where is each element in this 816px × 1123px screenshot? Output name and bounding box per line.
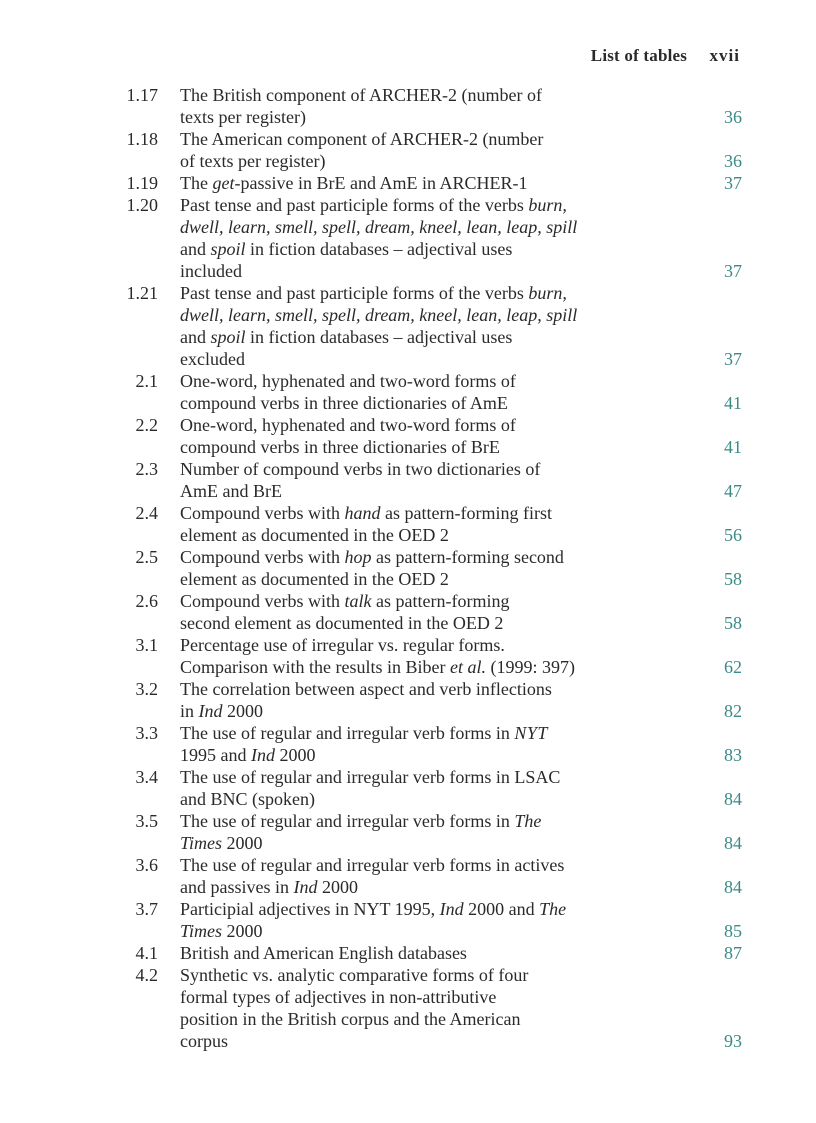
- title-line: [180, 216, 642, 238]
- table-title: [180, 766, 642, 810]
- toc-entry[interactable]: [110, 942, 742, 964]
- table-number: 4.2: [135, 965, 158, 985]
- page-number[interactable]: 87: [724, 943, 742, 963]
- text-run: Synthetic vs. analytic comparative forms of four: [180, 965, 529, 985]
- italic-text: burn,: [528, 283, 567, 303]
- text-run: One-word, hyphenated and two-word forms of: [180, 371, 516, 391]
- table-number: 4.1: [135, 943, 158, 963]
- text-run: The use of regular and irregular verb forms in actives: [180, 855, 565, 875]
- text-run: One-word, hyphenated and two-word forms of: [180, 415, 516, 435]
- page-number[interactable]: 84: [724, 789, 742, 809]
- text-run: -passive in BrE and AmE in ARCHER-1: [234, 173, 528, 193]
- title-line: [180, 172, 642, 194]
- text-run: excluded: [180, 349, 245, 369]
- text-run: as pattern-forming: [371, 591, 510, 611]
- text-run: Compound verbs with: [180, 547, 345, 567]
- title-line: [180, 436, 642, 458]
- italic-text: spoil: [210, 327, 246, 347]
- text-run: compound verbs in three dictionaries of AmE: [180, 393, 508, 413]
- table-title: [180, 128, 642, 172]
- title-line: [180, 282, 642, 304]
- table-number: 1.21: [126, 283, 158, 303]
- page-number[interactable]: 84: [724, 877, 742, 897]
- title-line: [180, 832, 642, 854]
- text-run: Compound verbs with: [180, 591, 345, 611]
- title-line: [180, 590, 642, 612]
- table-title: [180, 84, 642, 128]
- table-title: [180, 634, 642, 678]
- toc-entry[interactable]: [110, 84, 742, 128]
- title-line: [180, 414, 642, 436]
- title-line: [180, 370, 642, 392]
- text-run: 2000: [222, 701, 264, 721]
- title-line: [180, 876, 642, 898]
- title-line: [180, 106, 642, 128]
- text-run: Compound verbs with: [180, 503, 345, 523]
- text-run: 2000: [275, 745, 316, 765]
- text-run: The correlation between aspect and verb inflections: [180, 679, 552, 699]
- italic-text: hand: [344, 503, 381, 523]
- text-run: The use of regular and irregular verb forms in LSAC: [180, 767, 561, 787]
- page-number[interactable]: 41: [724, 437, 742, 457]
- text-run: as pattern-forming second: [371, 547, 564, 567]
- italic-text: hop: [344, 547, 372, 567]
- table-number: 1.19: [126, 173, 158, 193]
- list-of-tables: [110, 84, 742, 1052]
- text-run: 2000 and: [463, 899, 540, 919]
- text-run: element as documented in the OED 2: [180, 525, 449, 545]
- text-run: 2000: [222, 833, 263, 853]
- italic-text: Ind: [251, 745, 275, 765]
- toc-entry[interactable]: [110, 590, 742, 634]
- page-number[interactable]: 36: [724, 107, 742, 127]
- text-run: The American component of ARCHER-2 (number: [180, 129, 544, 149]
- title-line: [180, 128, 642, 150]
- header-title: List of tables: [590, 46, 688, 65]
- page-number[interactable]: 82: [724, 701, 742, 721]
- title-line: [180, 612, 642, 634]
- text-run: and passives in: [180, 877, 294, 897]
- table-number: 3.2: [135, 679, 158, 699]
- toc-entry[interactable]: [110, 502, 742, 546]
- italic-text: Ind: [198, 701, 223, 721]
- text-run: 2000: [317, 877, 358, 897]
- text-run: The British component of ARCHER-2 (number of: [180, 85, 542, 105]
- title-line: [180, 458, 642, 480]
- table-number: 3.3: [135, 723, 158, 743]
- table-title: [180, 964, 642, 1052]
- title-line: [180, 898, 642, 920]
- toc-entry[interactable]: [110, 678, 742, 722]
- table-number: 3.1: [135, 635, 158, 655]
- table-number: 2.3: [135, 459, 158, 479]
- title-line: [180, 392, 642, 414]
- toc-entry[interactable]: [110, 766, 742, 810]
- title-line: [180, 348, 642, 370]
- page-number[interactable]: 41: [724, 393, 742, 413]
- text-run: Number of compound verbs in two dictionaries of: [180, 459, 541, 479]
- toc-entry[interactable]: [110, 898, 742, 942]
- title-line: [180, 810, 642, 832]
- toc-entry[interactable]: [110, 722, 742, 766]
- toc-entry[interactable]: [110, 634, 742, 678]
- italic-text: NYT: [514, 723, 548, 743]
- title-line: [180, 920, 642, 942]
- text-run: and: [180, 327, 211, 347]
- text-run: texts per register): [180, 107, 306, 127]
- page-number[interactable]: 93: [724, 1031, 742, 1051]
- table-title: [180, 546, 642, 590]
- running-header: [591, 46, 740, 66]
- table-title: [180, 172, 642, 194]
- page-number[interactable]: 84: [724, 833, 742, 853]
- italic-text: dwell, learn, smell, spell, dream, kneel, lean, leap, spill: [180, 217, 578, 237]
- italic-text: dwell, learn, smell, spell, dream, kneel, lean, leap, spill: [180, 305, 578, 325]
- table-title: [180, 722, 642, 766]
- page-number[interactable]: 83: [724, 745, 742, 765]
- text-run: The use of regular and irregular verb forms in: [180, 723, 515, 743]
- title-line: [180, 634, 642, 656]
- table-number: 3.5: [135, 811, 158, 831]
- toc-entry[interactable]: [110, 810, 742, 854]
- table-title: [180, 678, 642, 722]
- text-run: The use of regular and irregular verb forms in: [180, 811, 515, 831]
- title-line: [180, 656, 642, 678]
- title-line: [180, 1030, 642, 1052]
- toc-entry[interactable]: [110, 458, 742, 502]
- header-page-number: xvii: [709, 46, 740, 65]
- page-number[interactable]: 47: [724, 481, 742, 501]
- table-number: 3.7: [135, 899, 158, 919]
- toc-entry[interactable]: [110, 194, 742, 282]
- table-number: 1.18: [126, 129, 158, 149]
- toc-entry[interactable]: [110, 414, 742, 458]
- title-line: [180, 700, 642, 722]
- text-run: of texts per register): [180, 151, 326, 171]
- italic-text: get: [212, 173, 235, 193]
- table-title: [180, 414, 642, 458]
- table-title: [180, 194, 642, 282]
- table-number: 2.6: [135, 591, 158, 611]
- text-run: Percentage use of irregular vs. regular forms.: [180, 635, 505, 655]
- page-number[interactable]: 58: [724, 613, 742, 633]
- text-run: second element as documented in the OED 2: [180, 613, 504, 633]
- title-line: [180, 568, 642, 590]
- page-number[interactable]: 36: [724, 151, 742, 171]
- text-run: corpus: [180, 1031, 228, 1051]
- title-line: [180, 1008, 642, 1030]
- title-line: [180, 788, 642, 810]
- title-line: [180, 854, 642, 876]
- italic-text: Times: [180, 833, 223, 853]
- title-line: [180, 84, 642, 106]
- text-run: position in the British corpus and the American: [180, 1009, 521, 1029]
- title-line: [180, 942, 642, 964]
- italic-text: Times: [180, 921, 223, 941]
- title-line: [180, 238, 642, 260]
- title-line: [180, 722, 642, 744]
- title-line: [180, 194, 642, 216]
- page-number[interactable]: 85: [724, 921, 742, 941]
- toc-entry[interactable]: [110, 370, 742, 414]
- table-number: 1.20: [126, 195, 158, 215]
- title-line: [180, 546, 642, 568]
- table-title: [180, 458, 642, 502]
- table-title: [180, 282, 642, 370]
- table-number: 3.6: [135, 855, 158, 875]
- text-run: (1999: 397): [485, 657, 575, 677]
- page-number[interactable]: 58: [724, 569, 742, 589]
- page-number[interactable]: 37: [724, 349, 742, 369]
- title-line: [180, 524, 642, 546]
- table-title: [180, 942, 642, 964]
- title-line: [180, 964, 642, 986]
- text-run: in: [180, 701, 199, 721]
- text-run: Participial adjectives in NYT 1995,: [180, 899, 440, 919]
- title-line: [180, 502, 642, 524]
- table-title: [180, 370, 642, 414]
- italic-text: Ind: [293, 877, 318, 897]
- toc-entry[interactable]: [110, 172, 742, 194]
- toc-entry[interactable]: [110, 854, 742, 898]
- text-run: 1995 and: [180, 745, 251, 765]
- table-number: 1.17: [126, 85, 158, 105]
- title-line: [180, 480, 642, 502]
- italic-text: spoil: [210, 239, 246, 259]
- toc-entry[interactable]: [110, 282, 742, 370]
- text-run: 2000: [222, 921, 263, 941]
- table-title: [180, 898, 642, 942]
- text-run: and BNC (spoken): [180, 789, 315, 809]
- table-title: [180, 590, 642, 634]
- title-line: [180, 678, 642, 700]
- text-run: and: [180, 239, 211, 259]
- text-run: element as documented in the OED 2: [180, 569, 449, 589]
- title-line: [180, 766, 642, 788]
- italic-text: talk: [344, 591, 372, 611]
- table-number: 2.2: [135, 415, 158, 435]
- page-number[interactable]: 62: [724, 657, 742, 677]
- page-number[interactable]: 56: [724, 525, 742, 545]
- text-run: included: [180, 261, 242, 281]
- italic-text: The: [514, 811, 542, 831]
- italic-text: Ind: [439, 899, 464, 919]
- page-number[interactable]: 37: [724, 173, 742, 193]
- title-line: [180, 304, 642, 326]
- toc-entry[interactable]: [110, 128, 742, 172]
- italic-text: burn,: [528, 195, 567, 215]
- text-run: compound verbs in three dictionaries of BrE: [180, 437, 500, 457]
- title-line: [180, 150, 642, 172]
- text-run: in fiction databases – adjectival uses: [245, 239, 513, 259]
- table-number: 2.5: [135, 547, 158, 567]
- text-run: Past tense and past participle forms of the verbs: [180, 283, 529, 303]
- italic-text: et al.: [449, 657, 486, 677]
- text-run: Comparison with the results in Biber: [180, 657, 450, 677]
- text-run: British and American English databases: [180, 943, 467, 963]
- table-number: 2.4: [135, 503, 158, 523]
- page-number[interactable]: 37: [724, 261, 742, 281]
- title-line: [180, 744, 642, 766]
- text-run: Past tense and past participle forms of the verbs: [180, 195, 529, 215]
- text-run: The: [180, 173, 213, 193]
- table-title: [180, 810, 642, 854]
- table-title: [180, 854, 642, 898]
- table-number: 3.4: [135, 767, 158, 787]
- table-number: 2.1: [135, 371, 158, 391]
- toc-entry[interactable]: [110, 546, 742, 590]
- text-run: AmE and BrE: [180, 481, 282, 501]
- table-title: [180, 502, 642, 546]
- title-line: [180, 326, 642, 348]
- text-run: in fiction databases – adjectival uses: [245, 327, 513, 347]
- italic-text: The: [539, 899, 567, 919]
- text-run: as pattern-forming first: [380, 503, 552, 523]
- toc-entry[interactable]: [110, 964, 742, 1052]
- text-run: formal types of adjectives in non-attributive: [180, 987, 497, 1007]
- title-line: [180, 986, 642, 1008]
- title-line: [180, 260, 642, 282]
